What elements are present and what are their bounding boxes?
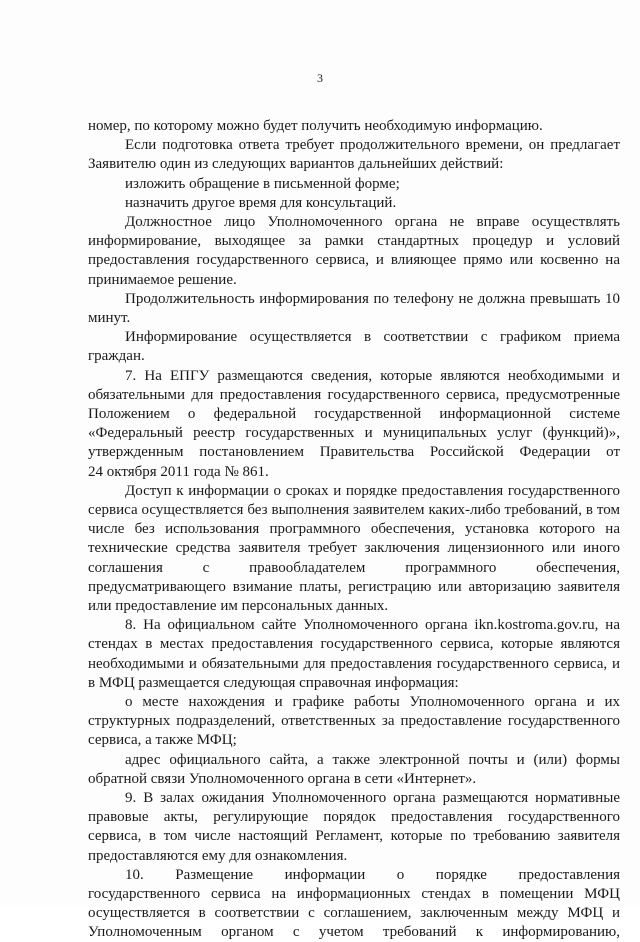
text-line: 10. Размещение информации о порядке предоставления xyxy=(125,867,620,883)
text-line: обязательными для предоставления государственного сервиса, предусмотренные xyxy=(88,387,620,403)
text-line: 7. На ЕПГУ размещаются сведения, которые являются необходимыми и xyxy=(125,368,620,384)
text-line: «Федеральный реестр государственных и муниципальных услуг (функций)», xyxy=(88,425,620,441)
text-line: сервиса, в том числе настоящий Регламент, которые по требованию заявителя xyxy=(88,828,620,844)
text-line: предоставления государственного сервиса, и влияющее прямо или косвенно на xyxy=(88,252,620,268)
text-line: сервиса осуществляется без выполнения заявителем каких-либо требований, в том xyxy=(88,502,620,518)
text-line: номер, по которому можно будет получить необходимую информацию. xyxy=(88,118,543,134)
text-line: 9. В залах ожидания Уполномоченного органа размещаются нормативные xyxy=(125,790,620,806)
text-line: Положением о федеральной государственной информационной системе xyxy=(88,406,620,422)
text-line: обратной связи Уполномоченного органа в сети «Интернет». xyxy=(88,771,477,787)
text-line: необходимыми и обязательными для предоставления государственного сервиса, и xyxy=(88,656,620,672)
text-line: Уполномоченным органом с учетом требований к информированию, xyxy=(88,924,620,940)
text-line: сервиса, а также МФЦ; xyxy=(88,732,237,748)
text-line: в МФЦ размещается следующая справочная информация: xyxy=(88,675,459,691)
text-line: осуществляется в соответствии с соглашением, заключенным между МФЦ и xyxy=(88,905,620,921)
text-line: государственного сервиса на информационных стендах в помещении МФЦ xyxy=(88,886,620,902)
text-line: структурных подразделений, ответственных за предоставление государственного xyxy=(88,713,620,729)
text-line: предоставляются ему для ознакомления. xyxy=(88,848,348,864)
text-line: изложить обращение в письменной форме; xyxy=(125,176,400,192)
text-line: технические средства заявителя требует заключения лицензионного или иного xyxy=(88,540,620,556)
text-line: утвержденным постановлением Правительства Российской Федерации от xyxy=(88,444,620,460)
page-number: 3 xyxy=(317,71,323,85)
text-line: 8. На официальном сайте Уполномоченного органа ikn.kostroma.gov.ru, на xyxy=(125,617,620,633)
text-line: Доступ к информации о сроках и порядке предоставления государственного xyxy=(125,483,620,499)
text-line: граждан. xyxy=(88,348,145,364)
text-line: принимаемое решение. xyxy=(88,272,237,288)
text-line: числе без использования программного обеспечения, установка которого на xyxy=(88,521,620,537)
text-line: Информирование осуществляется в соответствии с графиком приема xyxy=(125,329,620,345)
text-line: Должностное лицо Уполномоченного органа не вправе осуществлять xyxy=(125,214,620,230)
text-line: предусматривающего взимание платы, регистрацию или авторизацию заявителя xyxy=(88,579,620,595)
text-line: соглашения с правообладателем программного обеспечения, xyxy=(88,560,620,576)
text-line: правовые акты, регулирующие порядок предоставления государственного xyxy=(88,809,620,825)
text-line: Если подготовка ответа требует продолжительного времени, он предлагает xyxy=(125,137,620,153)
text-line: адрес официального сайта, а также электронной почты и (или) формы xyxy=(125,752,620,768)
text-line: о месте нахождения и графике работы Уполномоченного органа и их xyxy=(125,694,620,710)
text-line: или предоставление им персональных данных. xyxy=(88,598,389,614)
text-line: Продолжительность информирования по телефону не должна превышать 10 xyxy=(125,291,620,307)
text-line: минут. xyxy=(88,310,131,326)
text-line: информирование, выходящее за рамки стандартных процедур и условий xyxy=(88,233,620,249)
text-line: 24 октября 2011 года № 861. xyxy=(88,464,269,480)
text-line: стендах в местах предоставления государственного сервиса, которые являются xyxy=(88,636,620,652)
text-line: Заявителю один из следующих вариантов дальнейших действий: xyxy=(88,156,504,172)
text-line: назначить другое время для консультаций. xyxy=(125,195,397,211)
